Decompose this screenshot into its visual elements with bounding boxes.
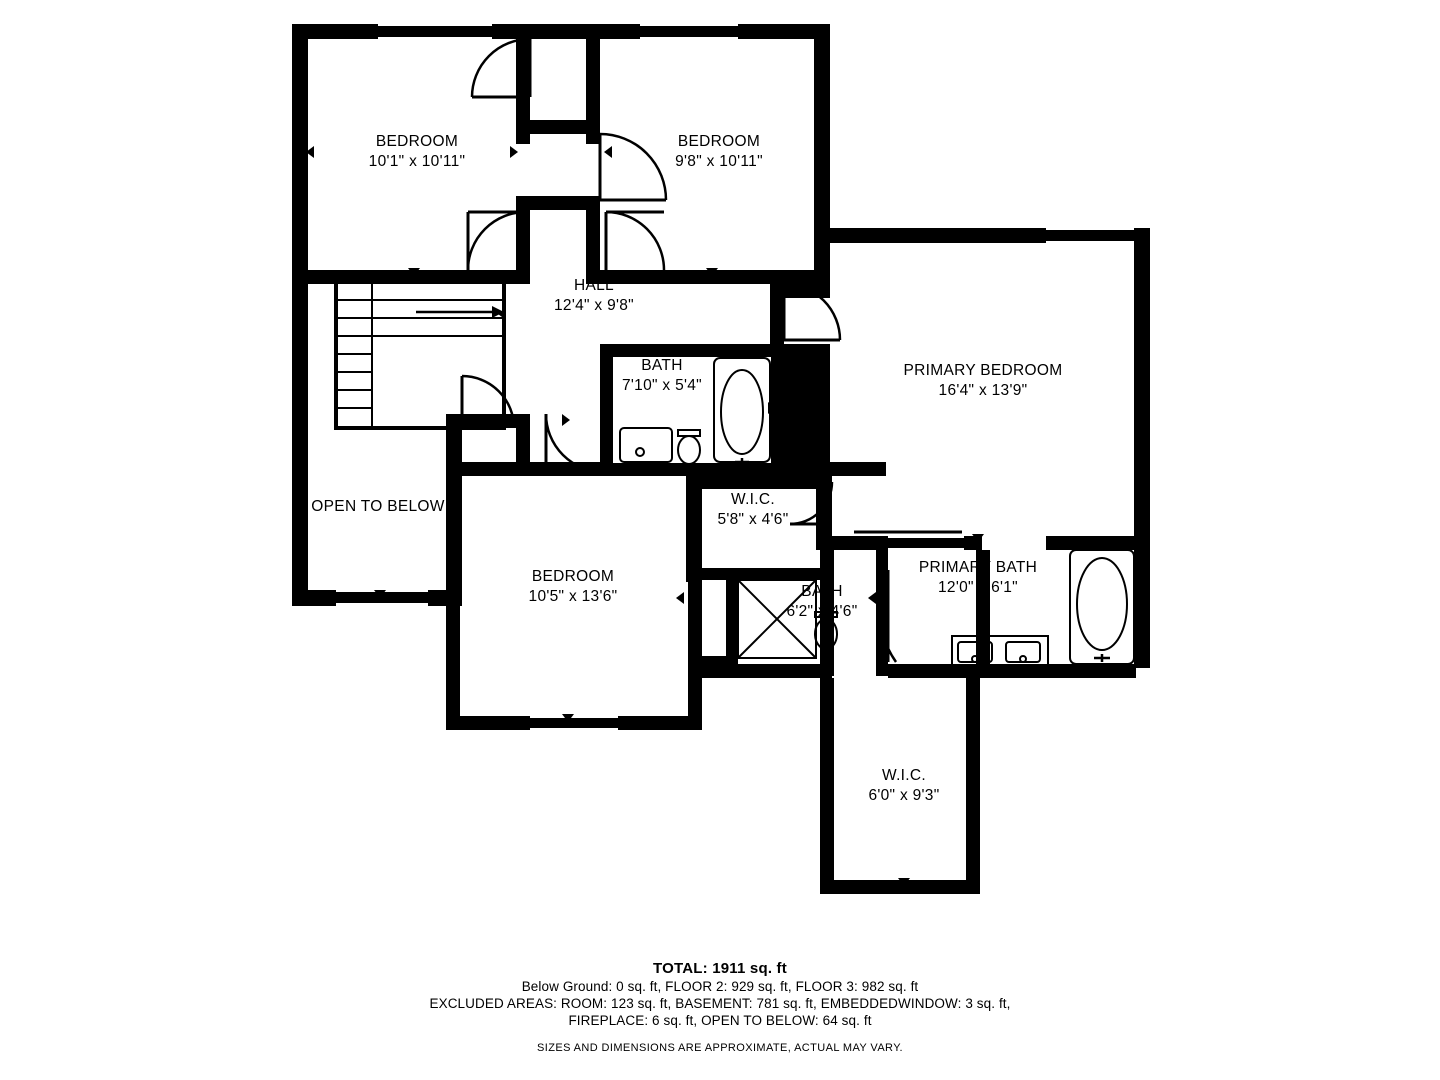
area-breakdown-line-1: Below Ground: 0 sq. ft, FLOOR 2: 929 sq. ft, FLOOR 3: 982 sq. ft xyxy=(521,979,919,994)
room-name: BEDROOM xyxy=(531,568,615,585)
room-name: BATH xyxy=(801,583,843,600)
room-name: PRIMARY BATH xyxy=(918,559,1038,576)
sink-fixture xyxy=(620,428,672,462)
room-dimensions: 12'4" x 9'8" xyxy=(554,296,634,314)
room-name: W.I.C. xyxy=(881,767,926,784)
room-dimensions: 6'2" x 4'6" xyxy=(786,602,858,620)
room-label-bath-lower xyxy=(786,582,857,622)
room-name: BEDROOM xyxy=(375,133,459,150)
room-name: OPEN TO BELOW xyxy=(311,498,445,515)
disclaimer-text: SIZES AND DIMENSIONS ARE APPROXIMATE, ACTUAL MAY VARY. xyxy=(537,1042,903,1054)
room-dimensions: 16'4" x 13'9" xyxy=(938,381,1028,399)
room-label-bedroom-upper-left xyxy=(369,132,466,172)
room-label-bedroom-upper-right xyxy=(675,132,763,172)
room-label-primary-bath xyxy=(919,558,1037,598)
room-dimensions: 12'0" x 6'1" xyxy=(938,578,1018,596)
room-dimensions: 7'10" x 5'4" xyxy=(622,376,702,394)
room-label-primary-bedroom xyxy=(904,361,1063,401)
bathtub-fixture-primary xyxy=(1070,550,1134,664)
floor-plan-footer xyxy=(0,960,1440,1054)
bathtub-fixture xyxy=(714,358,770,462)
room-label-open-to-below xyxy=(311,497,444,517)
room-name: PRIMARY BEDROOM xyxy=(903,362,1063,379)
room-label-bedroom-lower xyxy=(529,567,618,607)
room-label-hall xyxy=(554,276,634,316)
room-name: HALL xyxy=(574,277,614,294)
room-dimensions: 9'8" x 10'11" xyxy=(675,152,763,170)
room-name: BATH xyxy=(641,357,683,374)
room-label-wic-lower xyxy=(868,766,939,806)
room-dimensions: 10'1" x 10'11" xyxy=(368,152,466,170)
total-area-text: TOTAL: 1911 sq. ft xyxy=(653,960,787,977)
room-label-bath-hall xyxy=(622,356,702,396)
room-label-wic-upper xyxy=(717,490,788,530)
room-name: W.I.C. xyxy=(730,491,775,508)
room-name: BEDROOM xyxy=(677,133,761,150)
room-dimensions: 5'8" x 4'6" xyxy=(717,510,789,528)
excluded-areas-line-2: FIREPLACE: 6 sq. ft, OPEN TO BELOW: 64 sq. ft xyxy=(568,1013,872,1028)
room-dimensions: 6'0" x 9'3" xyxy=(868,786,940,804)
excluded-areas-line-1: EXCLUDED AREAS: ROOM: 123 sq. ft, BASEMENT: 781 sq. ft, EMBEDDEDWINDOW: 3 sq. ft, xyxy=(429,996,1011,1011)
room-dimensions: 10'5" x 13'6" xyxy=(528,587,618,605)
